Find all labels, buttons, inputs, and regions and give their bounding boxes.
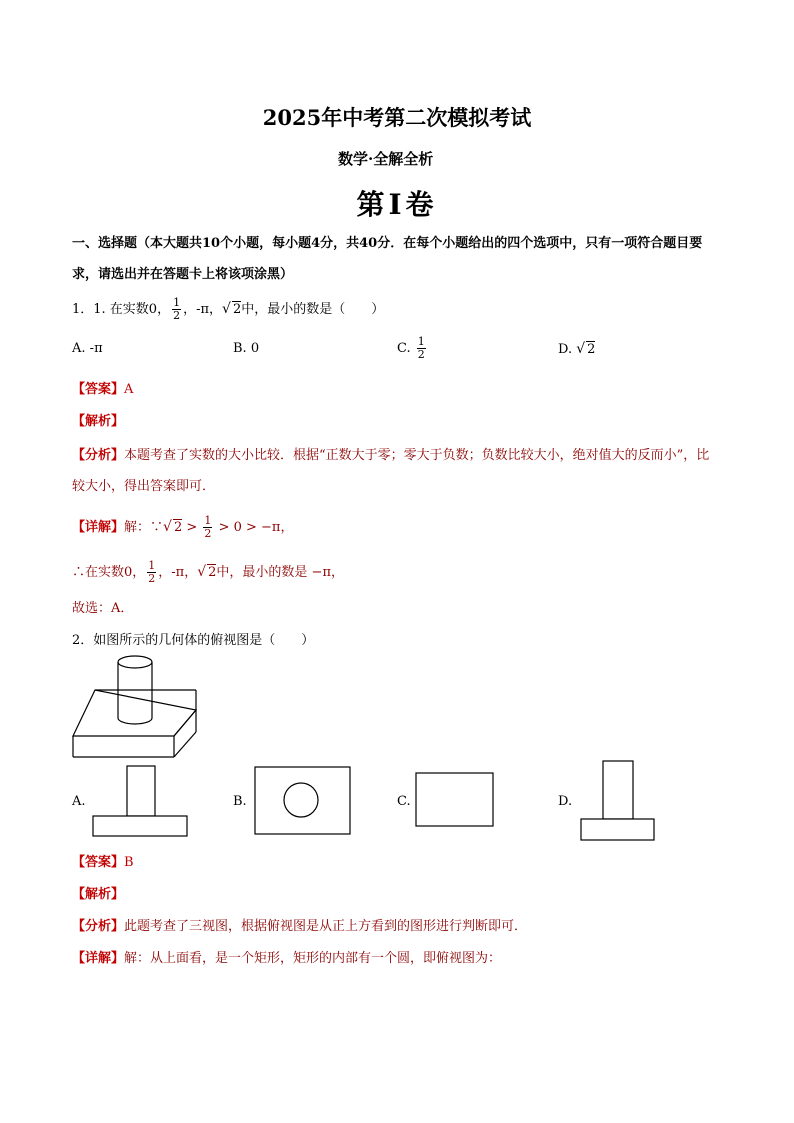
q1-option-c-label: C. [397,341,411,356]
q1-option-d-sqrt: 2 [587,342,596,357]
q1-guxuan: 故选：A． [72,601,134,616]
q1-option-d [558,341,595,357]
q1-xiangjie [72,515,293,540]
q1-option-c-fraction [417,336,426,361]
q1-conclusion-fraction [147,560,156,585]
q1-option-b [233,341,259,356]
q1-fenxi [72,440,722,502]
q1-conclusion-pre: ∴在实数0， [72,565,146,580]
sqrt-icon: √ [163,519,172,535]
option-a-shape-icon [91,764,189,838]
q1-xiangjie-rest: > 0 > −π， [218,520,294,535]
question-2: 2．如图所示的几何体的俯视图是（ ） [72,633,315,648]
q2-answer-tag: 【答案】 [72,855,125,870]
q1-frac-den: 2 [173,309,181,322]
q2-option-a-label: A. [72,794,86,809]
q2-xiangjie-text: 解：从上面看，是一个矩形，矩形的内部有一个圆，即俯视图为： [124,951,502,966]
q2-fenxi-text: 此题考查了三视图，根据俯视图是从正上方看到的图形进行判断即可． [124,919,528,934]
q1-prefix: 1．1. 在实数0， [72,302,171,317]
q1-option-c [397,336,428,361]
q1-fraction [172,297,181,322]
sqrt-icon: √ [222,301,231,317]
q1-conclusion-mid: ，-π， [158,565,198,580]
q1-xiangjie-pre: 解：∵ [124,520,164,535]
q1-answer-tag: 【答案】 [72,382,125,397]
q2-fenxi [72,915,527,934]
q1-conclusion-sqrt: 2 [208,565,217,580]
option-b-shape-icon [254,766,352,836]
q1-xiangjie-tag: 【详解】 [72,520,125,535]
section-instructions: 一、选择题（本大题共10个小题，每小题4分，共40分．在每个小题给出的四个选项中，只有一项符合题目要求，请选出并在答题卡上将该项涂黑） [72,236,703,282]
q1-conclusion [72,560,344,585]
q1-suffix: 中，最小的数是（ ） [241,302,385,317]
q1-fenxi-tag: 【分析】 [72,448,125,463]
page-title: 2025年中考第二次模拟考试 [262,105,532,130]
q1-answer [72,378,133,397]
q1-option-a-label: A. [72,341,86,356]
q1-option-b-value: 0 [250,341,260,356]
q1-conclusion-num: 1 [148,559,156,572]
q1-option-b-label: B. [233,341,247,356]
page-subtitle: 数学·全解全析 [338,150,434,168]
q1-xiangjie-sqrt: 2 [173,520,183,535]
q1-option-a-value: -π [89,341,103,356]
q2-option-c-label: C. [397,794,411,809]
q1-option-c-num: 1 [417,335,425,348]
solid-figure-icon [70,650,200,760]
question-1 [72,297,384,322]
q1-option-a [72,341,103,356]
q1-conclusion-den: 2 [148,572,156,585]
q1-sqrt: 2 [232,302,242,317]
option-c-shape-icon [415,772,495,828]
q1-option-c-den: 2 [417,348,425,361]
q1-answer-value: A [124,382,134,397]
q1-xiangjie-num: 1 [204,514,212,527]
sqrt-icon: √ [576,341,586,357]
q1-conclusion-suffix: 中，最小的数是 −π， [216,565,344,580]
q1-frac-num: 1 [173,296,181,309]
q1-jiexi: 【解析】 [72,414,125,429]
q2-jiexi: 【解析】 [72,887,125,902]
q1-mid: ，-π， [183,302,223,317]
q2-xiangjie [72,947,501,966]
q1-xiangjie-gt: > [186,520,198,535]
q2-answer [72,851,134,870]
sqrt-icon: √ [197,564,207,580]
volume-heading: 第Ⅰ卷 [356,188,438,221]
option-d-shape-icon [579,759,657,842]
q1-option-d-label: D. [558,342,573,357]
q1-fenxi-text: 本题考查了实数的大小比较．根据“正数大于零；零大于负数；负数比较大小，绝对值大的反而小”，比较大小，得出答案即可． [72,448,710,494]
q2-option-b-label: B. [233,794,247,809]
q2-option-d-label: D. [558,794,573,809]
q1-xiangjie-den: 2 [204,527,212,540]
q2-answer-value: B [124,855,134,870]
q2-xiangjie-tag: 【详解】 [72,951,125,966]
q1-xiangjie-fraction [203,515,212,540]
q2-fenxi-tag: 【分析】 [72,919,125,934]
